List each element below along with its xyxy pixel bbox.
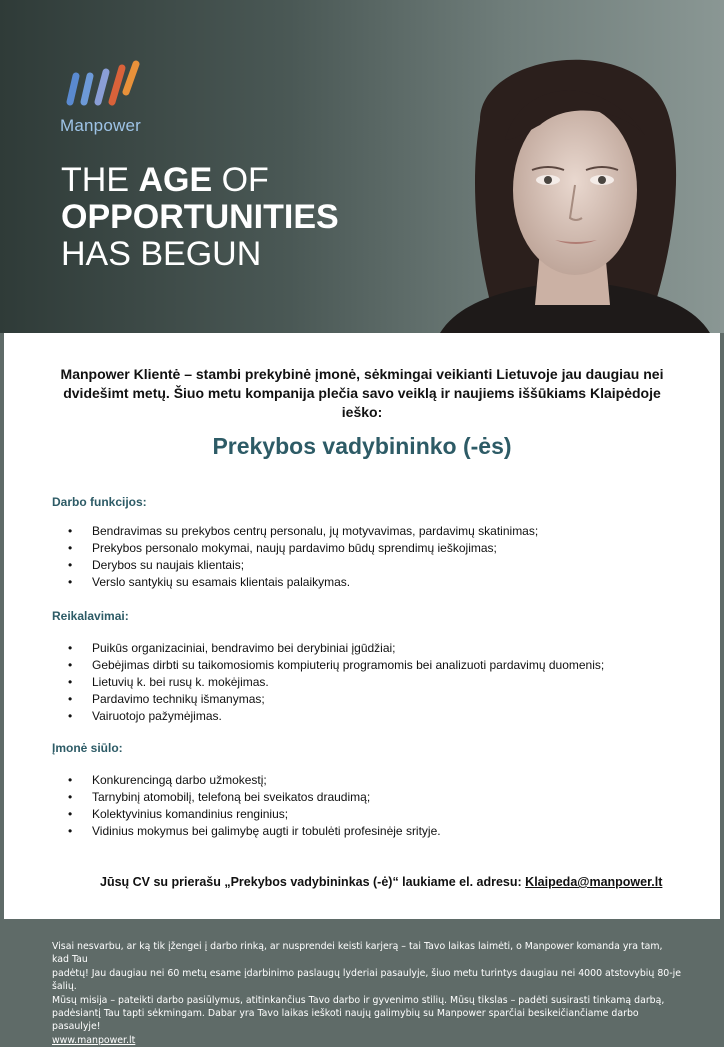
- list-item: • Lietuvių k. bei rusų k. mokėjimas.: [52, 674, 604, 691]
- footer-line: Visai nesvarbu, ar ką tik įžengei į darbo rinką, ar nusprendei keisti karjerą – tai Tavo laikas laimėti, o Manpower komanda yra tam, kad Tau: [52, 941, 663, 966]
- footer-text: [52, 940, 682, 1047]
- list-item: • Konkurencingą darbo užmokestį;: [52, 772, 441, 789]
- headline-word-of: OF: [212, 161, 269, 199]
- header-banner: [0, 0, 724, 333]
- application-call-to-action: [100, 875, 662, 889]
- section-title-requirements: Reikalavimai:: [52, 609, 129, 623]
- list-item: • Bendravimas su prekybos centrų personalu, jų motyvavimas, pardavimų skatinimas;: [52, 523, 538, 540]
- list-item: • Verslo santykių su esamais klientais palaikymas.: [52, 574, 538, 591]
- logo-wordmark: Manpower: [60, 116, 141, 135]
- section-title-functions: Darbo funkcijos:: [52, 495, 147, 509]
- headline: [61, 162, 339, 273]
- headline-word-opportunities: OPPORTUNITIES: [61, 198, 339, 236]
- job-title: Prekybos vadybininko (-ės): [212, 433, 512, 459]
- headline-line-2: [61, 199, 339, 236]
- list-item: • Prekybos personalo mokymai, naujų pardavimo būdų sprendimų ieškojimas;: [52, 540, 538, 557]
- job-ad-panel: [4, 333, 720, 919]
- list-item: • Derybos su naujais klientais;: [52, 557, 538, 574]
- list-item: • Gebėjimas dirbti su taikomosiomis kompiuterių programomis bei analizuoti pardavimų duomenis;: [52, 657, 604, 674]
- functions-list: [52, 523, 538, 591]
- list-item: • Tarnybinį atomobilį, telefoną bei sveikatos draudimą;: [52, 789, 441, 806]
- list-item: • Vairuotojo pažymėjimas.: [52, 708, 604, 725]
- offers-list: [52, 772, 441, 840]
- section-title-offers: Įmonė siūlo:: [52, 741, 123, 755]
- list-item: • Pardavimo technikų išmanymas;: [52, 691, 604, 708]
- email-link[interactable]: Klaipeda@manpower.lt: [525, 875, 663, 889]
- headline-line-1: [61, 162, 339, 199]
- list-item: • Puikūs organizaciniai, bendravimo bei derybiniai įgūdžiai;: [52, 640, 604, 657]
- headline-line-3: HAS BEGUN: [61, 235, 262, 273]
- footer-line: Mūsų misija – pateikti darbo pasiūlymus, atitinkančius Tavo darbo ir gyvenimo stilių. Mūsų tikslas – padėti susirasti tinkamą darbą,: [52, 994, 665, 1006]
- woman-portrait-image: [420, 30, 724, 333]
- headline-word-the: THE: [61, 161, 139, 199]
- footer-line: padėtų! Jau daugiau nei 60 metų esame įdarbinimo paslaugų lyderiai pasaulyje, šiuo metu turintys daugiau nei 4000 atstovybių 80-je šalių.: [52, 967, 682, 993]
- footer-line: padėsiantį Tau tapti sėkmingam. Dabar yra Tavo laikas ieškoti naujų galimybių su Manpower sparčiai besikeičiančiame darbo pasaulyje!: [52, 1008, 639, 1033]
- requirements-list: [52, 640, 604, 725]
- headline-word-age: AGE: [138, 161, 213, 199]
- list-item: • Kolektyvinius komandinius renginius;: [52, 806, 441, 823]
- list-item: • Vidinius mokymus bei galimybę augti ir tobulėti profesinėje srityje.: [52, 823, 441, 840]
- website-link[interactable]: www.manpower.lt: [52, 1034, 136, 1046]
- cta-text: Jūsų CV su prierašu „Prekybos vadybininkas (-ė)“ laukiame el. adresu:: [100, 875, 526, 889]
- intro-text: Manpower Klientė – stambi prekybinė įmonė, sėkmingai veikianti Lietuvoje jau daugiau nei dvidešimt metų. Šiuo metu kompanija plečia savo veiklą ir naujiems iššūkiams Klaipėdoje ieško:: [60, 366, 664, 420]
